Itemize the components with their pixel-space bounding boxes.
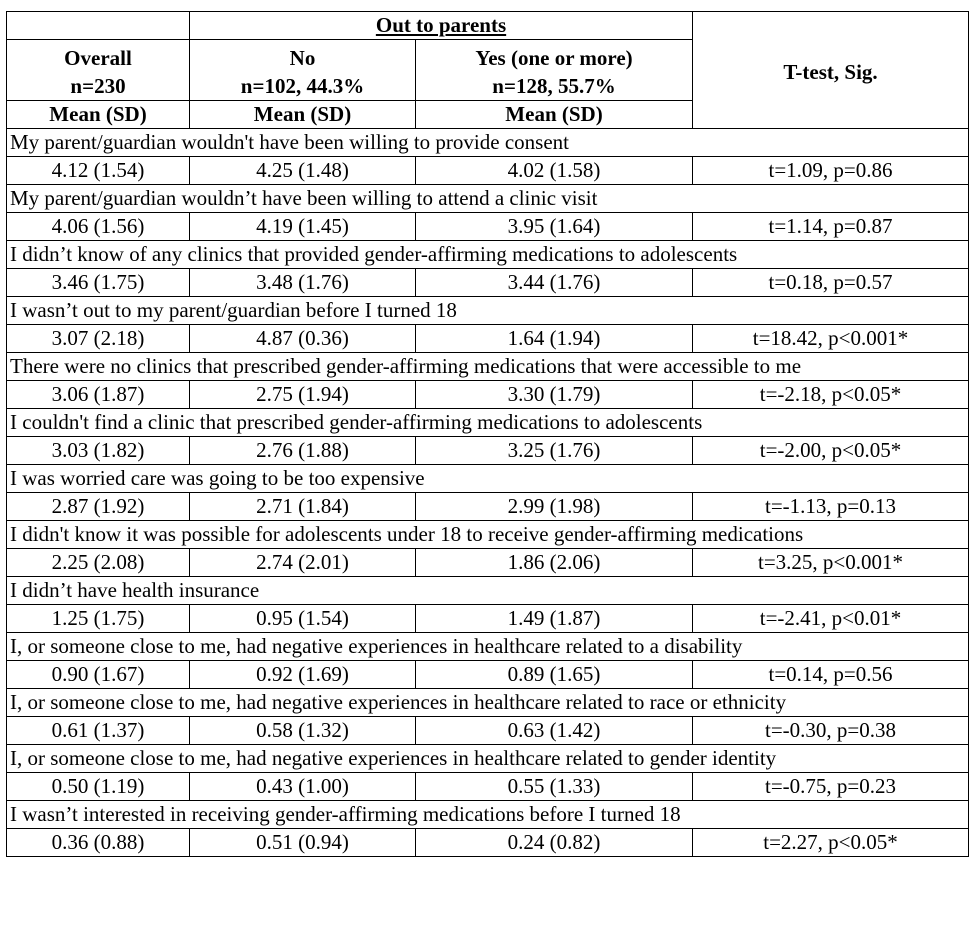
value-ttest: t=1.14, p=0.87: [693, 213, 969, 241]
value-no: 2.75 (1.94): [190, 381, 416, 409]
item-row: [7, 297, 969, 325]
item-label: I, or someone close to me, had negative experiences in healthcare related to a disability: [7, 633, 969, 661]
item-row: [7, 185, 969, 213]
value-overall: 4.12 (1.54): [7, 157, 190, 185]
value-yes: 0.63 (1.42): [416, 717, 693, 745]
header-stat-overall: Mean (SD): [7, 101, 190, 129]
value-yes: 3.25 (1.76): [416, 437, 693, 465]
item-row: [7, 241, 969, 269]
header-no-label: No: [289, 46, 316, 70]
item-label: I didn’t have health insurance: [7, 577, 969, 605]
value-yes: 1.86 (2.06): [416, 549, 693, 577]
item-label: I was worried care was going to be too expensive: [7, 465, 969, 493]
results-table: [6, 11, 969, 857]
value-no: 2.71 (1.84): [190, 493, 416, 521]
value-yes: 3.44 (1.76): [416, 269, 693, 297]
value-yes: 1.64 (1.94): [416, 325, 693, 353]
item-label: I didn't know it was possible for adolescents under 18 to receive gender-affirming medications: [7, 521, 969, 549]
header-yes-n: n=128, 55.7%: [492, 74, 616, 98]
item-row: [7, 129, 969, 157]
value-no: 2.74 (2.01): [190, 549, 416, 577]
value-row: [7, 213, 969, 241]
value-ttest: t=0.18, p=0.57: [693, 269, 969, 297]
value-no: 0.51 (0.94): [190, 829, 416, 857]
header-blank-cell: [7, 12, 190, 40]
header-overall-n: n=230: [70, 74, 126, 98]
header-yes: [416, 40, 693, 101]
value-ttest: t=-0.30, p=0.38: [693, 717, 969, 745]
value-no: 4.19 (1.45): [190, 213, 416, 241]
value-overall: 2.25 (2.08): [7, 549, 190, 577]
item-label: There were no clinics that prescribed gender-affirming medications that were accessible to me: [7, 353, 969, 381]
value-ttest: t=18.42, p<0.001*: [693, 325, 969, 353]
item-row: [7, 577, 969, 605]
item-label: I wasn’t out to my parent/guardian before I turned 18: [7, 297, 969, 325]
item-label: My parent/guardian wouldn’t have been willing to attend a clinic visit: [7, 185, 969, 213]
value-ttest: t=-2.18, p<0.05*: [693, 381, 969, 409]
value-no: 4.25 (1.48): [190, 157, 416, 185]
value-overall: 0.36 (0.88): [7, 829, 190, 857]
value-overall: 3.06 (1.87): [7, 381, 190, 409]
item-row: [7, 689, 969, 717]
value-row: [7, 269, 969, 297]
value-yes: 2.99 (1.98): [416, 493, 693, 521]
item-label: I didn’t know of any clinics that provided gender-affirming medications to adolescents: [7, 241, 969, 269]
item-label: I wasn’t interested in receiving gender-affirming medications before I turned 18: [7, 801, 969, 829]
value-ttest: t=2.27, p<0.05*: [693, 829, 969, 857]
value-no: 0.95 (1.54): [190, 605, 416, 633]
value-overall: 3.46 (1.75): [7, 269, 190, 297]
value-row: [7, 157, 969, 185]
value-yes: 0.55 (1.33): [416, 773, 693, 801]
item-label: I, or someone close to me, had negative experiences in healthcare related to race or ethnicity: [7, 689, 969, 717]
value-overall: 0.50 (1.19): [7, 773, 190, 801]
value-no: 0.43 (1.00): [190, 773, 416, 801]
value-row: [7, 605, 969, 633]
header-no: [190, 40, 416, 101]
value-overall: 3.07 (2.18): [7, 325, 190, 353]
value-row: [7, 549, 969, 577]
item-label: I couldn't find a clinic that prescribed gender-affirming medications to adolescents: [7, 409, 969, 437]
header-no-n: n=102, 44.3%: [240, 74, 365, 98]
item-row: [7, 353, 969, 381]
value-overall: 0.90 (1.67): [7, 661, 190, 689]
value-row: [7, 717, 969, 745]
item-label: I, or someone close to me, had negative experiences in healthcare related to gender identity: [7, 745, 969, 773]
value-yes: 3.95 (1.64): [416, 213, 693, 241]
value-overall: 4.06 (1.56): [7, 213, 190, 241]
value-ttest: t=0.14, p=0.56: [693, 661, 969, 689]
value-overall: 2.87 (1.92): [7, 493, 190, 521]
value-overall: 1.25 (1.75): [7, 605, 190, 633]
value-row: [7, 493, 969, 521]
item-row: [7, 745, 969, 773]
value-yes: 4.02 (1.58): [416, 157, 693, 185]
value-no: 3.48 (1.76): [190, 269, 416, 297]
value-ttest: t=-0.75, p=0.23: [693, 773, 969, 801]
item-label: My parent/guardian wouldn't have been willing to provide consent: [7, 129, 969, 157]
value-row: [7, 661, 969, 689]
item-row: [7, 521, 969, 549]
header-overall: [7, 40, 190, 101]
header-row-group: [7, 12, 969, 40]
item-row: [7, 465, 969, 493]
value-overall: 0.61 (1.37): [7, 717, 190, 745]
value-no: 2.76 (1.88): [190, 437, 416, 465]
value-row: [7, 437, 969, 465]
value-yes: 3.30 (1.79): [416, 381, 693, 409]
item-row: [7, 801, 969, 829]
value-ttest: t=1.09, p=0.86: [693, 157, 969, 185]
value-no: 4.87 (0.36): [190, 325, 416, 353]
value-row: [7, 381, 969, 409]
header-stat-yes: Mean (SD): [416, 101, 693, 129]
value-row: [7, 325, 969, 353]
header-yes-label: Yes (one or more): [475, 46, 633, 70]
header-ttest: T-test, Sig.: [693, 12, 969, 129]
value-no: 0.58 (1.32): [190, 717, 416, 745]
value-yes: 0.24 (0.82): [416, 829, 693, 857]
header-group-label: Out to parents: [190, 12, 693, 40]
value-yes: 1.49 (1.87): [416, 605, 693, 633]
value-ttest: t=-1.13, p=0.13: [693, 493, 969, 521]
header-overall-label: Overall: [64, 46, 132, 70]
item-row: [7, 409, 969, 437]
value-ttest: t=3.25, p<0.001*: [693, 549, 969, 577]
value-no: 0.92 (1.69): [190, 661, 416, 689]
item-row: [7, 633, 969, 661]
value-ttest: t=-2.41, p<0.01*: [693, 605, 969, 633]
value-ttest: t=-2.00, p<0.05*: [693, 437, 969, 465]
value-overall: 3.03 (1.82): [7, 437, 190, 465]
value-yes: 0.89 (1.65): [416, 661, 693, 689]
header-stat-no: Mean (SD): [190, 101, 416, 129]
value-row: [7, 773, 969, 801]
value-row: [7, 829, 969, 857]
